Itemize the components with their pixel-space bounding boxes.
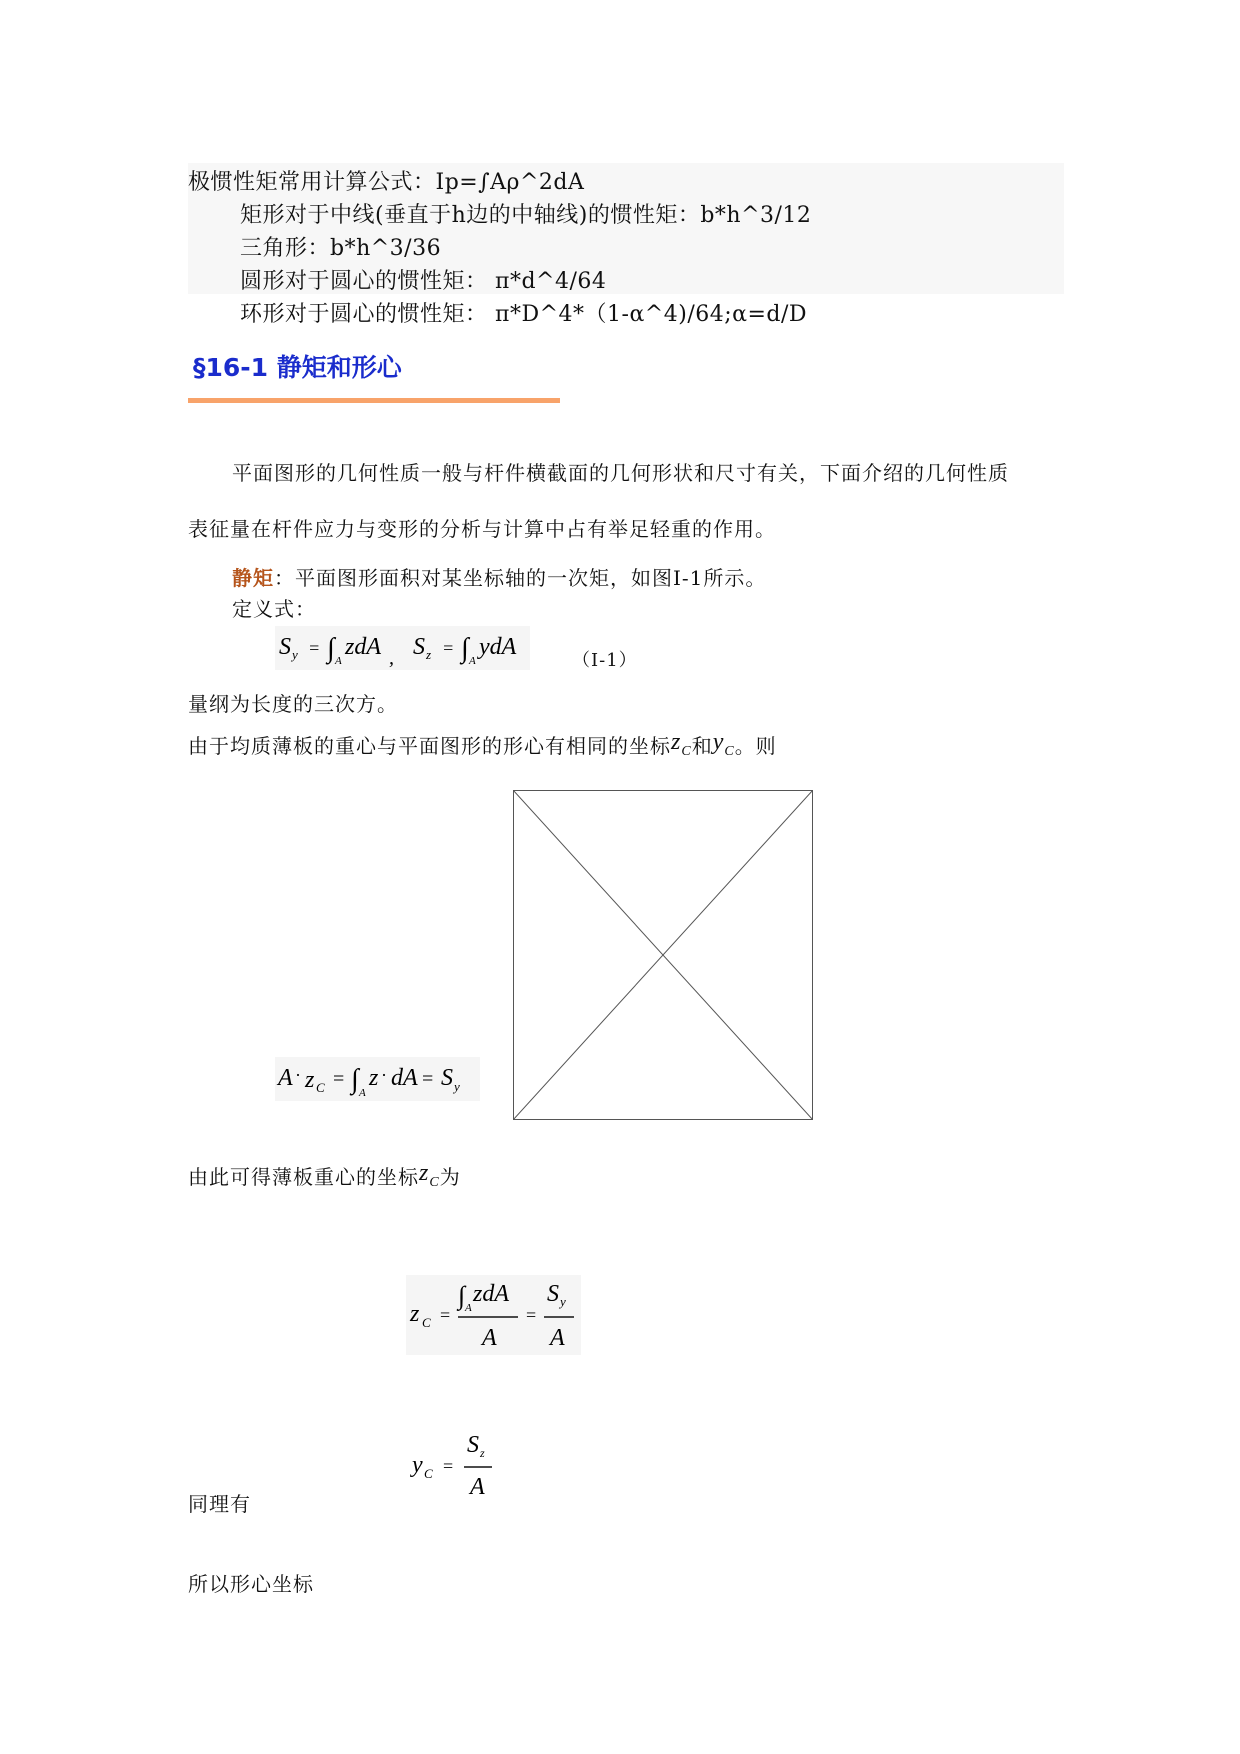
static-moment-paragraph: [232, 562, 766, 591]
triangle-moment-formula: 三角形：b*h^3/36: [240, 236, 442, 261]
svg-text:=: =: [333, 1068, 345, 1090]
svg-text:=: =: [442, 638, 455, 658]
svg-text:z: z: [305, 1067, 315, 1093]
static-moment-definition: ：平面图形面积对某坐标轴的一次矩，如图Ⅰ-1所示。: [274, 566, 767, 590]
svg-text:z: z: [426, 647, 432, 662]
centroid-coord-text: 所以形心坐标: [188, 1572, 314, 1596]
svg-text:A: A: [278, 1065, 293, 1091]
svg-text:zdA: zdA: [473, 1281, 509, 1307]
svg-text:=: =: [440, 1305, 451, 1325]
polar-moment-formula: 极惯性矩常用计算公式：Ip=∫Aρ^2dA: [188, 170, 585, 195]
svg-text:S: S: [441, 1065, 453, 1091]
svg-text:A: A: [550, 1325, 565, 1351]
svg-text:zdA: zdA: [345, 634, 381, 660]
derive-text-b: 为: [439, 1165, 461, 1189]
svg-text:A: A: [359, 1087, 366, 1099]
svg-text:y: y: [292, 647, 298, 662]
svg-text:=: =: [308, 638, 321, 658]
svg-text:ydA: ydA: [479, 634, 517, 660]
centroid-text-and: 和: [691, 734, 713, 758]
first-moment-equation-svg: [275, 1057, 480, 1101]
svg-text:z: z: [480, 1446, 485, 1460]
dimension-text: 量纲为长度的三次方。: [188, 692, 398, 716]
svg-text:A: A: [465, 1302, 472, 1314]
svg-text:=: =: [422, 1068, 434, 1090]
rectangle-moment-formula: 矩形对于中线(垂直于h边的中轴线)的惯性矩：b*h^3/12: [240, 203, 812, 228]
static-moment-term: 静矩: [232, 566, 274, 590]
similarly-text: 同理有: [188, 1492, 251, 1516]
section-title: §16-1 静矩和形心: [193, 353, 402, 382]
ring-moment-formula: 环形对于圆心的惯性矩： π*D^4*（1-α^4)/64;α=d/D: [240, 302, 808, 327]
svg-text:S: S: [467, 1432, 479, 1458]
centroid-sentence: [188, 729, 777, 760]
zc-symbol-2: $z_C$: [419, 1160, 440, 1190]
svg-text:·: ·: [295, 1065, 301, 1085]
derive-sentence: [188, 1160, 461, 1191]
svg-text:∫: ∫: [351, 1064, 359, 1095]
svg-text:,: ,: [389, 647, 394, 669]
svg-text:z: z: [369, 1065, 379, 1091]
svg-text:dA: dA: [391, 1065, 418, 1091]
static-moment-equation-svg: [275, 626, 530, 670]
zc-formula: [406, 1275, 581, 1355]
intro-line-2: 表征量在杆件应力与变形的分析与计算中占有举足轻重的作用。: [188, 517, 776, 541]
circle-moment-formula: 圆形对于圆心的惯性矩： π*d^4/64: [240, 269, 607, 294]
svg-text:A: A: [470, 1474, 485, 1500]
svg-text:C: C: [424, 1466, 433, 1481]
derive-text-a: 由此可得薄板重心的坐标: [188, 1165, 419, 1189]
zc-symbol: $z_C$: [671, 729, 692, 759]
equation-number: （Ⅰ-1）: [572, 650, 638, 671]
svg-text:C: C: [316, 1080, 325, 1095]
svg-text:S: S: [413, 634, 425, 660]
svg-text:A: A: [469, 655, 476, 667]
svg-text:A: A: [335, 655, 342, 667]
centroid-text-then: 。则: [734, 734, 777, 758]
intro-line-1: 平面图形的几何性质一般与杆件横截面的几何形状和尺寸有关，下面介绍的几何性质: [232, 461, 1009, 485]
svg-text:S: S: [279, 634, 291, 660]
svg-text:y: y: [560, 1294, 566, 1309]
broken-image-placeholder: [513, 790, 813, 1120]
svg-text:y: y: [454, 1079, 460, 1094]
static-moment-equation: [275, 626, 530, 670]
definition-label: 定义式：: [232, 597, 316, 621]
svg-text:∫: ∫: [461, 633, 469, 664]
svg-text:A: A: [482, 1325, 497, 1351]
svg-text:y: y: [412, 1452, 423, 1478]
svg-text:∫: ∫: [327, 633, 335, 664]
svg-text:=: =: [526, 1305, 537, 1325]
zc-formula-svg: [406, 1275, 581, 1355]
centroid-text-a: 由于均质薄板的重心与平面图形的形心有相同的坐标: [188, 734, 671, 758]
yc-symbol: $y_C$: [712, 729, 735, 759]
svg-text:=: =: [443, 1456, 454, 1476]
svg-text:∫: ∫: [458, 1281, 466, 1310]
first-moment-equation: [275, 1057, 480, 1101]
svg-text:S: S: [547, 1281, 559, 1307]
yc-formula: [408, 1430, 498, 1505]
yc-formula-svg: [408, 1430, 498, 1505]
svg-text:C: C: [422, 1315, 431, 1330]
section-underline: [188, 398, 560, 403]
svg-text:z: z: [410, 1301, 420, 1327]
svg-text:·: ·: [381, 1065, 387, 1085]
